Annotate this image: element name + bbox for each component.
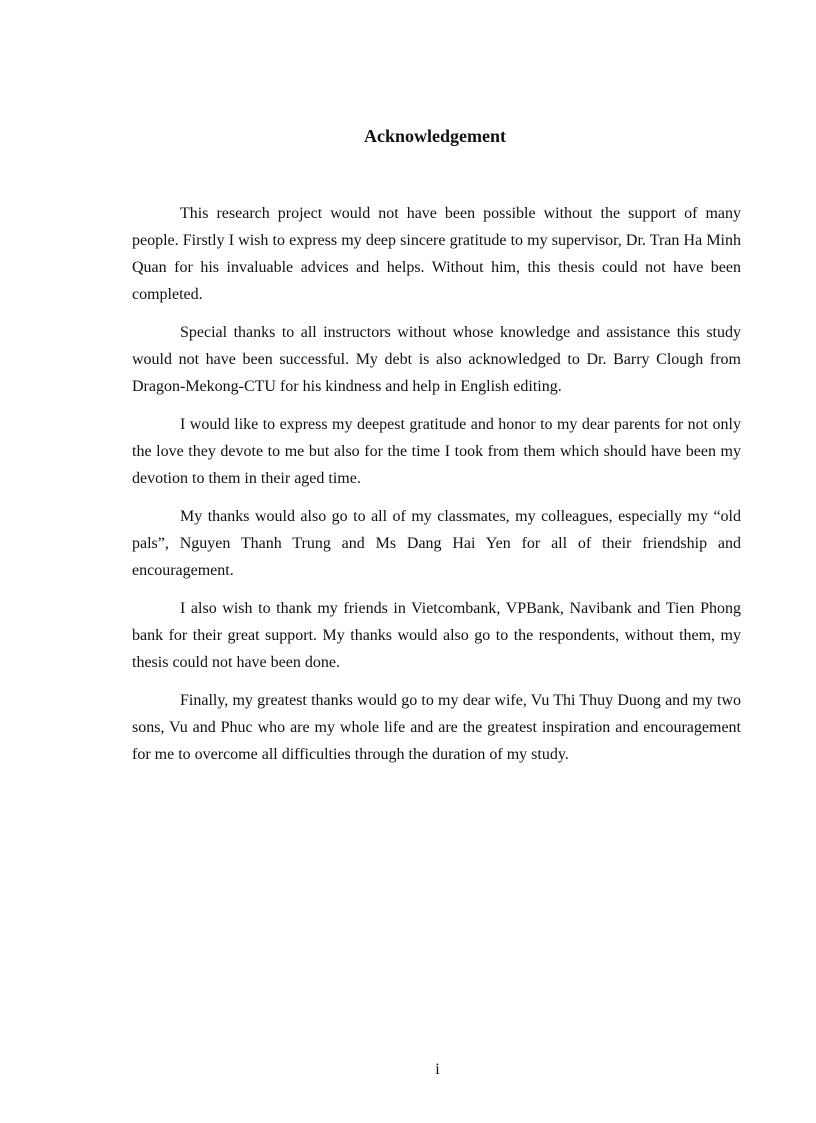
page-title: Acknowledgement [364,126,506,146]
page-number: i [435,1061,440,1078]
paragraph-3: I would like to express my deepest gratitude and honor to my dear parents for not only the love they devote to me but also for the time I took from them which should have been my devotion to them in their aged time. [132,416,741,487]
paragraph-2: Special thanks to all instructors without whose knowledge and assistance this study would not have been successful. My debt is also acknowledged to Dr. Barry Clough from Dragon-Mekong-CTU for his kindness and help in English editing. [132,324,741,395]
paragraph-5: I also wish to thank my friends in Vietcombank, VPBank, Navibank and Tien Phong bank for their great support. My thanks would also go to the respondents, without them, my thesis could not have been done. [132,600,741,671]
paragraph-4: My thanks would also go to all of my classmates, my colleagues, especially my “old pals”, Nguyen Thanh Trung and Ms Dang Hai Yen for all of their friendship and encouragement. [132,508,741,579]
acknowledgement-body [132,200,741,779]
paragraph-1: This research project would not have been possible without the support of many people. Firstly I wish to express my deep sincere gratitude to my supervisor, Dr. Tran Ha Minh Quan for his invaluable advices and helps. Without him, this thesis could not have been completed. [132,205,741,303]
paragraph-6: Finally, my greatest thanks would go to my dear wife, Vu Thi Thuy Duong and my two sons, Vu and Phuc who are my whole life and are the greatest inspiration and encouragement for me to overcome all difficulties through the duration of my study. [132,692,741,763]
